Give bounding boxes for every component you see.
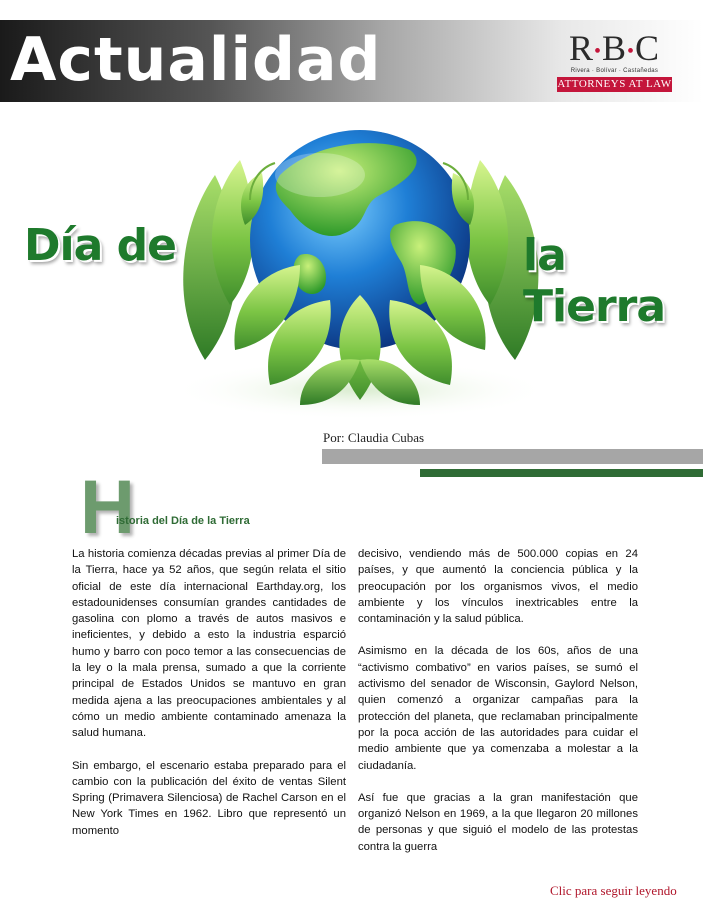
divider-green-bar [420,469,703,477]
continue-reading-link[interactable]: Clic para seguir leyendo [550,883,677,898]
paragraph: Así fue que gracias a la gran manifestación que organizó Nelson en 1969, a la que llegaron 20 millones de personas y que siguió el modelo de las protestas contra la guerra [358,791,638,853]
logo-letters: R•B•C [568,28,661,68]
article-column-right [358,546,638,871]
earth-day-illustration [0,105,703,425]
logo-letter-r: R [568,28,594,68]
author-byline: Por: Claudia Cubas [323,430,425,445]
article-column-left [72,546,346,855]
logo-letter-c: C [635,28,661,68]
logo-tagline: ATTORNEYS AT LAW [557,77,672,90]
drop-cap: H [80,465,135,550]
paragraph: La historia comienza décadas previas al primer Día de la Tierra, hace ya 52 años, que según relata el sitio oficial de este día internacional Earthday.org, los estadounidenses consumían grandes cantidades de gasolina con plomo a través de autos masivos e ineficientes, y debido a esto la industria esparció humo y barro con poco temor a las consecuencias de la ley o la mala prensa, sumado a que la corriente principal de Estados Unidos se mantuvo en gran medida ajena a las preocupaciones ambientales y al cómo un medio ambiente contaminado amenaza la salud humana. [72,548,346,740]
divider-gray-bar [322,449,703,464]
section-title-actualidad: Actualidad [10,25,382,95]
hero-text-dia-de: Día de [24,220,176,271]
rbc-logo [557,30,672,98]
paragraph: decisivo, vendiendo más de 500.000 copias en 24 países, y que aumentó la conciencia pública y la preocupación por los organismos vivos, el medio ambiente y los vínculos inextricables entre la contaminación y la salud pública. [358,548,638,626]
paragraph: Asimismo en la década de los 60s, años de una “activismo combativo” en varios países, se sumó el activismo del senador de Wisconsin, Gaylord Nelson, quien comenzó a organizar campañas para la protección del planeta, que reclamaban principalmente por la poca acción de las autoridades para cuidar el medio ambiente que ya comenzaba a molestar a la ciudadanía. [358,645,638,772]
hero-text-la-tierra: la Tierra [523,230,666,332]
section-heading: istoria del Día de la Tierra [116,515,250,527]
paragraph: Sin embargo, el escenario estaba preparado para el cambio con la publicación del éxito de ventas Silent Spring (Primavera Silenciosa) de Rachel Carson en el New York Times en 1962. Libro que representó un momento [72,759,346,837]
header-banner [0,20,703,102]
logo-letter-b: B [601,28,627,68]
logo-names: Rivera · Bolívar · Castañedas [570,67,659,74]
